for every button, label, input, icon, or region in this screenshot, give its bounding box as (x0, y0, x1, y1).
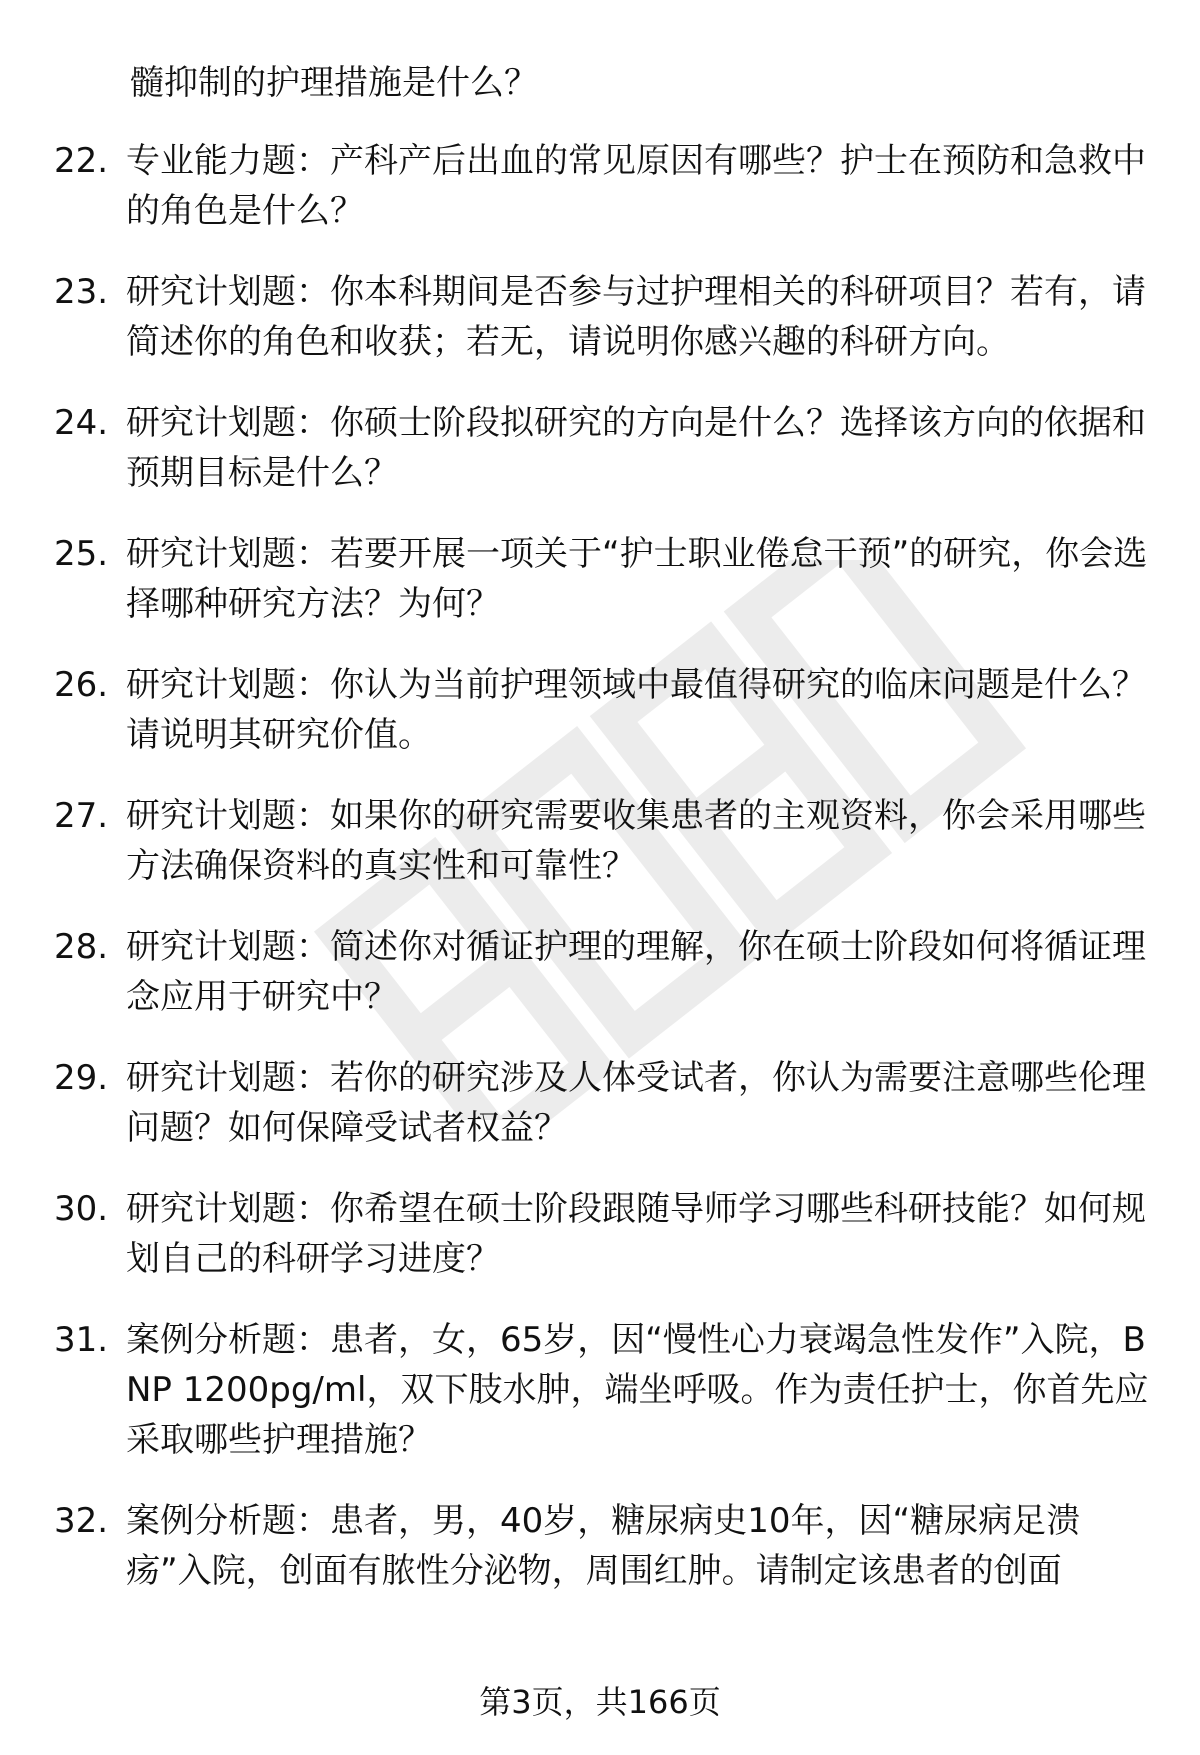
question-number: 28. (54, 927, 109, 967)
question-text: 研究计划题：你希望在硕士阶段跟随导师学习哪些科研技能？如何规划自己的科研学习进度？ (126, 1189, 1146, 1279)
question-text: 研究计划题：如果你的研究需要收集患者的主观资料，你会采用哪些方法确保资料的真实性和可靠性？ (126, 796, 1146, 886)
question-number: 22. (54, 141, 109, 181)
question-text: 研究计划题：若要开展一项关于“护士职业倦怠干预”的研究，你会选择哪种研究方法？为何？ (126, 534, 1148, 624)
question-text: 研究计划题：你本科期间是否参与过护理相关的科研项目？若有，请简述你的角色和收获；若无，请说明你感兴趣的科研方向。 (126, 272, 1146, 362)
question-number: 29. (54, 1058, 109, 1098)
question-text: 专业能力题：产科产后出血的常见原因有哪些？护士在预防和急救中的角色是什么？ (126, 141, 1146, 231)
question-text: 案例分析题：患者，女，65岁，因“慢性心力衰竭急性发作”入院，BNP 1200pg/ml，双下肢水肿，端坐呼吸。作为责任护士，你首先应采取哪些护理措施？ (126, 1320, 1149, 1460)
list-item (0, 1184, 1200, 1284)
question-text: 研究计划题：你认为当前护理领域中最值得研究的临床问题是什么？请说明其研究价值。 (126, 665, 1146, 755)
question-text: 研究计划题：简述你对循证护理的理解，你在硕士阶段如何将循证理念应用于研究中？ (126, 927, 1146, 1017)
list-item (0, 1496, 1200, 1596)
list-item (0, 267, 1200, 367)
question-text: 案例分析题：患者，男，40岁，糖尿病史10年，因“糖尿病足溃疡”入院，创面有脓性分泌物，周围红肿。请制定该患者的创面 (126, 1501, 1081, 1591)
question-number: 26. (54, 665, 109, 705)
list-item (0, 922, 1200, 1022)
question-number: 32. (54, 1501, 109, 1541)
continuation-text: 髓抑制的护理措施是什么？ (130, 63, 538, 103)
list-item (0, 791, 1200, 891)
question-number: 30. (54, 1189, 109, 1229)
question-number: 25. (54, 534, 109, 574)
list-item (0, 1315, 1200, 1465)
list-item (0, 136, 1200, 236)
list-item (0, 529, 1200, 629)
question-number: 27. (54, 796, 109, 836)
question-number: 23. (54, 272, 109, 312)
page-footer: 第3页，共166页 (479, 1683, 721, 1721)
list-item (0, 398, 1200, 498)
question-list (0, 136, 1200, 1627)
question-number: 31. (54, 1320, 109, 1360)
question-text: 研究计划题：你硕士阶段拟研究的方向是什么？选择该方向的依据和预期目标是什么？ (126, 403, 1146, 493)
list-item (0, 660, 1200, 760)
question-text: 研究计划题：若你的研究涉及人体受试者，你认为需要注意哪些伦理问题？如何保障受试者权益？ (126, 1058, 1146, 1148)
list-item (0, 1053, 1200, 1153)
question-number: 24. (54, 403, 109, 443)
